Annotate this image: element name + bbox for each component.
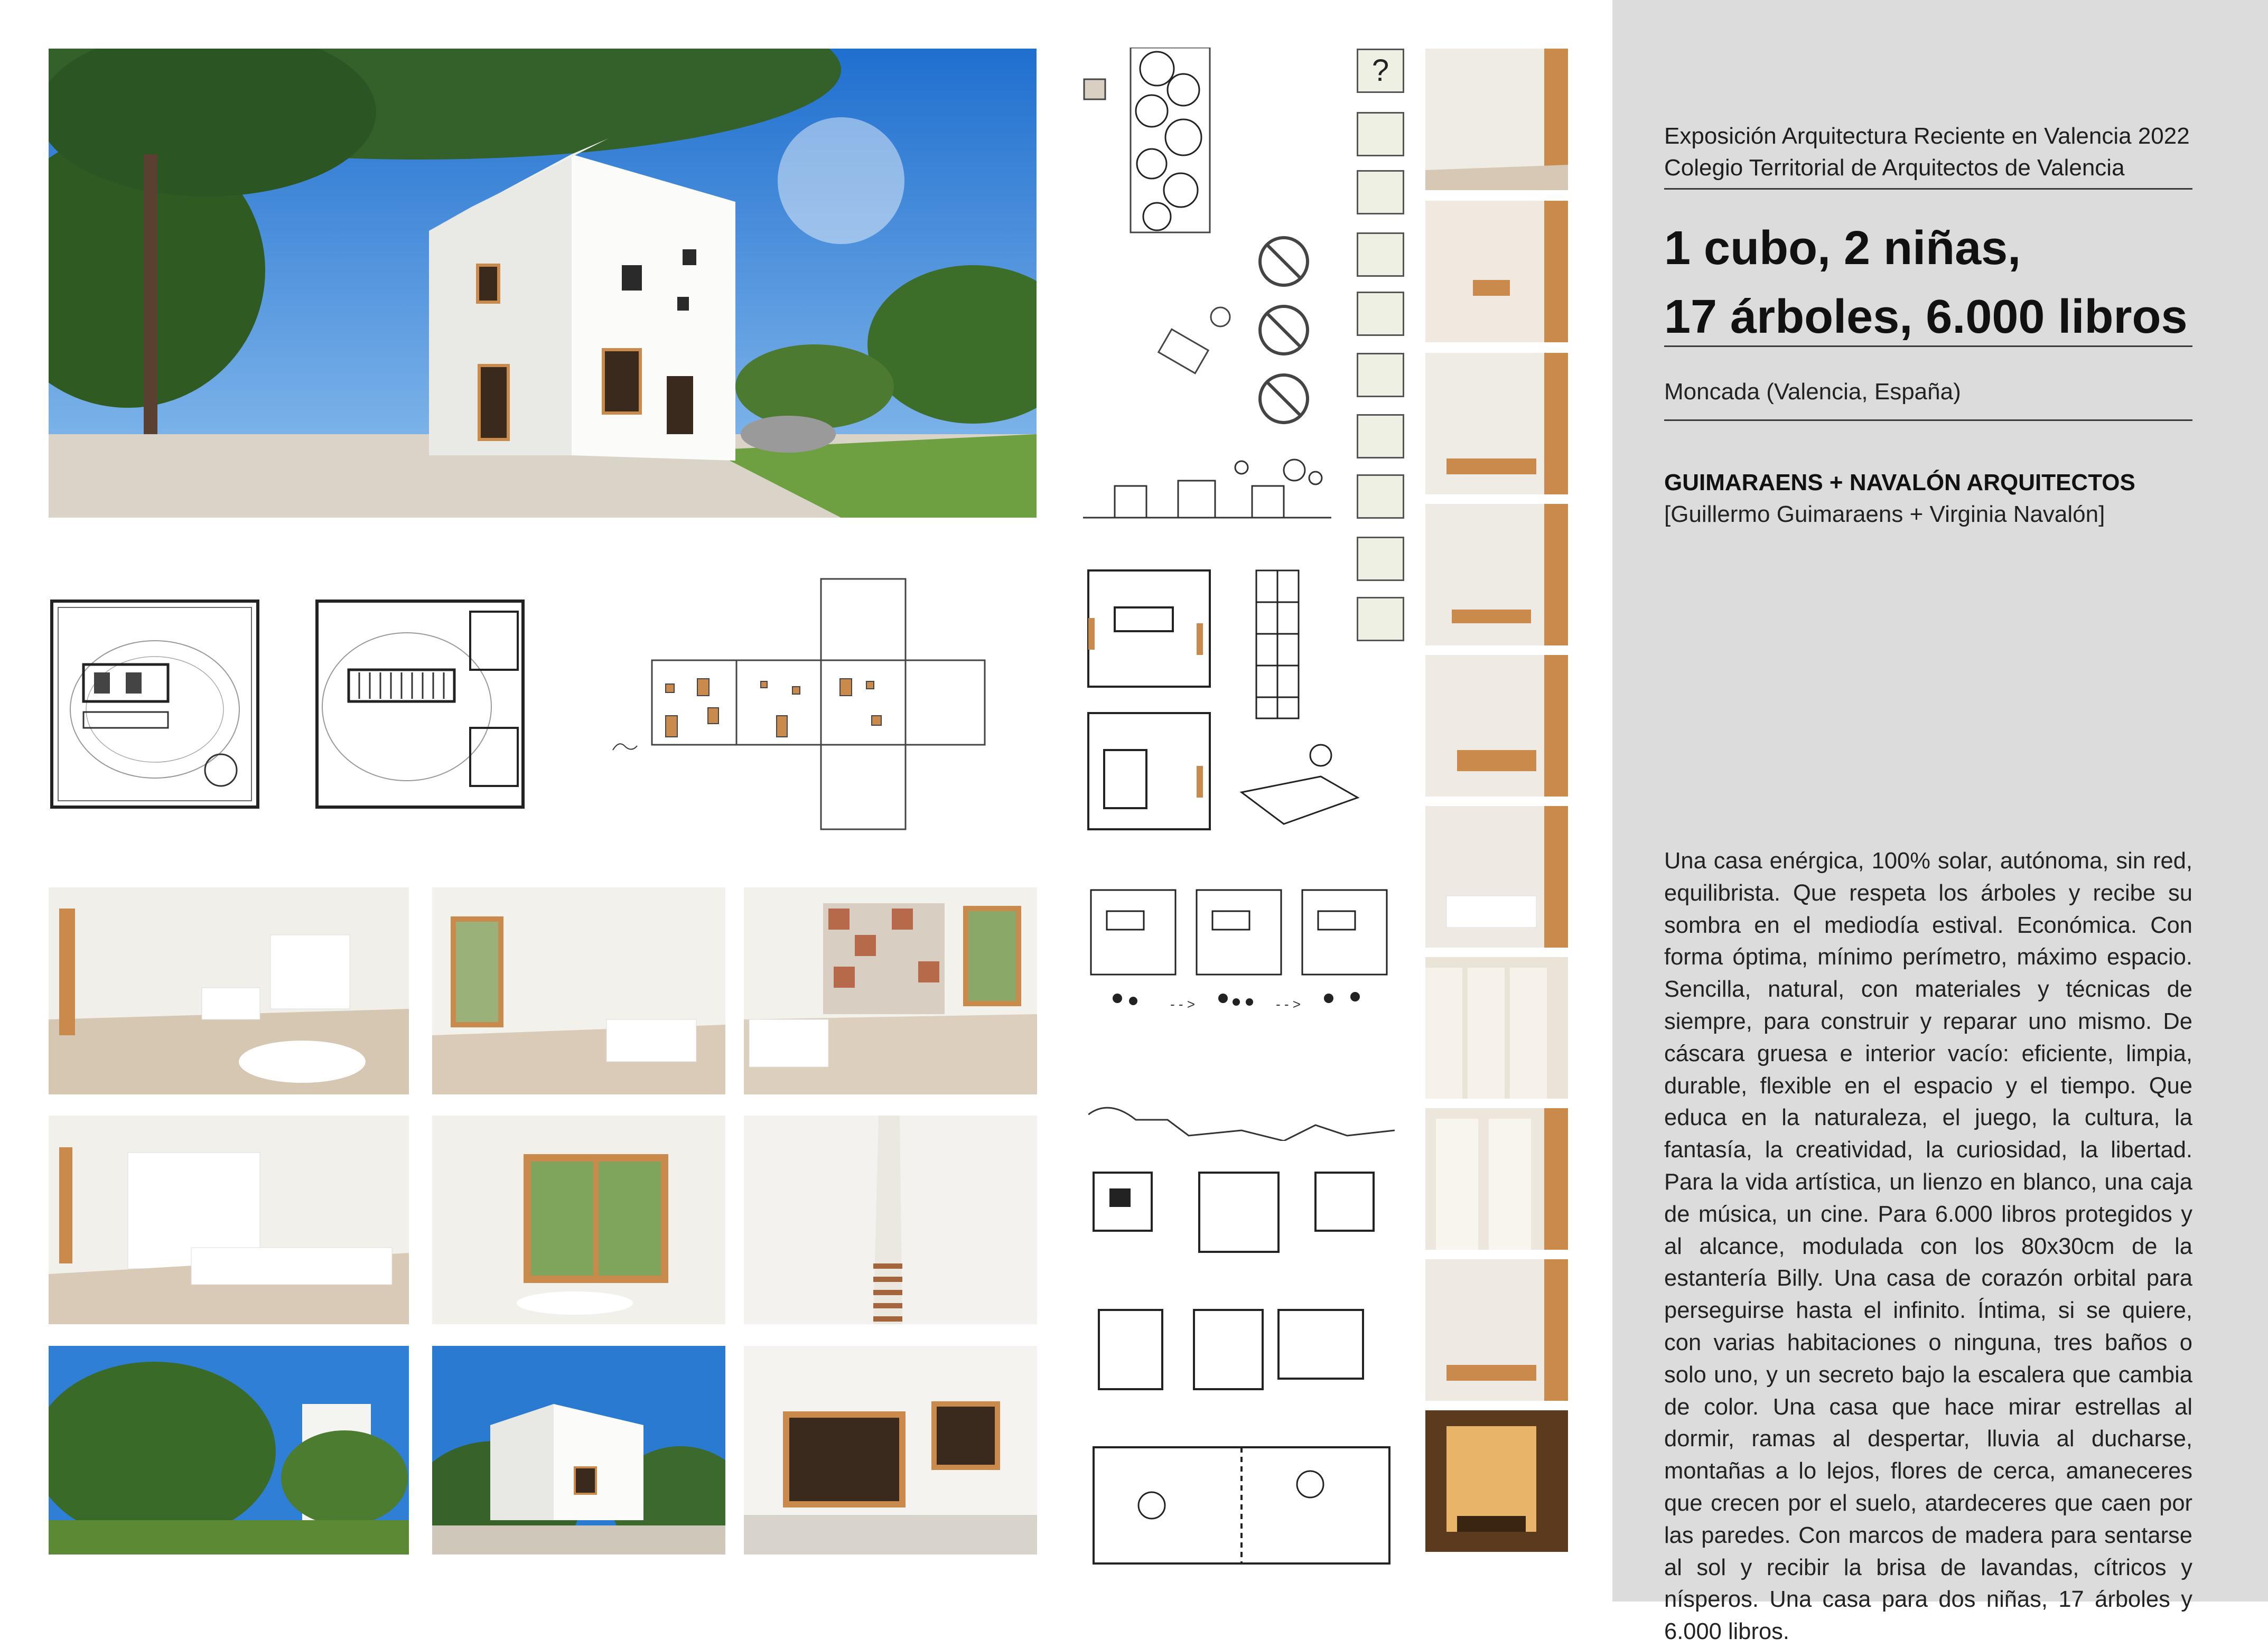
- circle-sketch-icon: [1357, 112, 1404, 156]
- title-line-1: 1 cubo, 2 niñas,: [1664, 222, 2021, 275]
- interior-photo-living-1: [49, 887, 409, 1094]
- sketch-landscape-line: [1088, 1093, 1395, 1141]
- room-photo-9: [1425, 1259, 1568, 1401]
- exhibition-line-1: Exposición Arquitectura Reciente en Valencia 2022: [1664, 123, 2190, 149]
- question-icon: ?: [1357, 49, 1404, 93]
- project-title: [1664, 214, 2192, 351]
- interior-photo-living-2: [432, 887, 725, 1094]
- room-photo-2: [1425, 201, 1568, 342]
- plan-icon-5: [1357, 414, 1404, 458]
- interior-photo-library: [744, 887, 1037, 1094]
- plan-icon-6: [1357, 537, 1404, 581]
- exterior-photo-facade: [744, 1346, 1037, 1555]
- plan-icon-2: [1357, 232, 1404, 277]
- plan-icon-1: [1357, 170, 1404, 214]
- svg-text:- - >: - - >: [1276, 996, 1301, 1012]
- exhibition-credit: [1664, 120, 2192, 184]
- room-photo-8: [1425, 1108, 1568, 1250]
- svg-text:- - >: - - >: [1170, 996, 1195, 1012]
- sketch-no-signs: [1152, 232, 1310, 438]
- room-photo-1: [1425, 49, 1568, 190]
- exterior-photo-garden: [49, 1346, 409, 1555]
- info-panel: [1612, 0, 2268, 1645]
- exhibition-line-2: Colegio Territorial de Arquitectos de Valencia: [1664, 155, 2125, 181]
- cube-unfolded-elevations: [608, 576, 988, 835]
- sketch-plans-bookshelf: [1083, 565, 1242, 835]
- sketch-sun-section: [1083, 454, 1331, 523]
- architects-name: GUIMARAENS + NAVALÓN ARQUITECTOS: [1664, 470, 2135, 495]
- ground-floor-plan: [46, 596, 263, 812]
- room-photo-4: [1425, 504, 1568, 645]
- project-location: Moncada (Valencia, España): [1664, 379, 1961, 405]
- interior-photo-kitchen: [49, 1116, 409, 1324]
- interior-photo-stair: [744, 1116, 1037, 1324]
- room-photo-6: [1425, 806, 1568, 948]
- divider: [1664, 345, 2192, 347]
- first-floor-plan: [312, 596, 528, 812]
- title-line-2: 17 árboles, 6.000 libros: [1664, 291, 2188, 343]
- sketch-scenes-grid: [1088, 1167, 1395, 1569]
- project-description: Una casa enérgica, 100% solar, autónoma, sin red, equilibrista. Que respeta los árboles y recibe su sombra en el mediodía estival. Económica. Con forma óptima, mínimo perímetro, máximo espacio. Sencilla, natural, con materiales y técnicas de siempre, para construir y reparar uno mismo. De cáscara gruesa e interior vacío: eficiente, limpia, durable, flexible en el espacio y el tiempo. Que educa en la naturaleza, el juego, la cultura, la fantasía, la creatividad, la curiosidad, la libertad. Para la vida artística, un lienzo en blanco, una caja de música, un cine. Para 6.000 libros protegidos y al alcance, modulada con los 80x30cm de la estantería Billy. Una casa de corazón orbital para perseguirse hasta el infinito. Íntima, si se quiere, con varias habitaciones o ninguna, tres baños o solo uno, y un secreto bajo la escalera que cambia de color. Una casa que hace mirar estrellas al dormir, ramas al despertar, lluvia al ducharse, montañas a lo lejos, flores de cerca, amaneceres que crecen por el suelo, atardeceres que caen por las paredes. Con marcos de madera para sentarse al sol y recibir la brisa de lavandas, cítricos y nísperos. Una casa para dos niñas, 17 árboles y 6.000 libros.: [1664, 848, 2192, 1645]
- exterior-photo-cube: [432, 1346, 725, 1555]
- divider: [1664, 419, 2192, 421]
- bookshelf-plan-icon: [1357, 474, 1404, 519]
- room-photo-5: [1425, 655, 1568, 797]
- hero-house-photo: [49, 49, 1037, 518]
- room-photo-3: [1425, 353, 1568, 494]
- divider: [1664, 188, 2192, 190]
- table-plan-icon: [1357, 597, 1404, 641]
- room-photo-10-lit: [1425, 1410, 1568, 1552]
- plan-icon-3: [1357, 292, 1404, 336]
- architects-team: [Guillermo Guimaraens + Virginia Navalón]: [1664, 501, 2105, 527]
- sketch-trees-site: [1078, 48, 1215, 238]
- room-photo-7: [1425, 957, 1568, 1099]
- plan-icon-4: [1357, 353, 1404, 397]
- interior-photo-window: [432, 1116, 725, 1324]
- sketch-family-sequence: [1086, 885, 1392, 1033]
